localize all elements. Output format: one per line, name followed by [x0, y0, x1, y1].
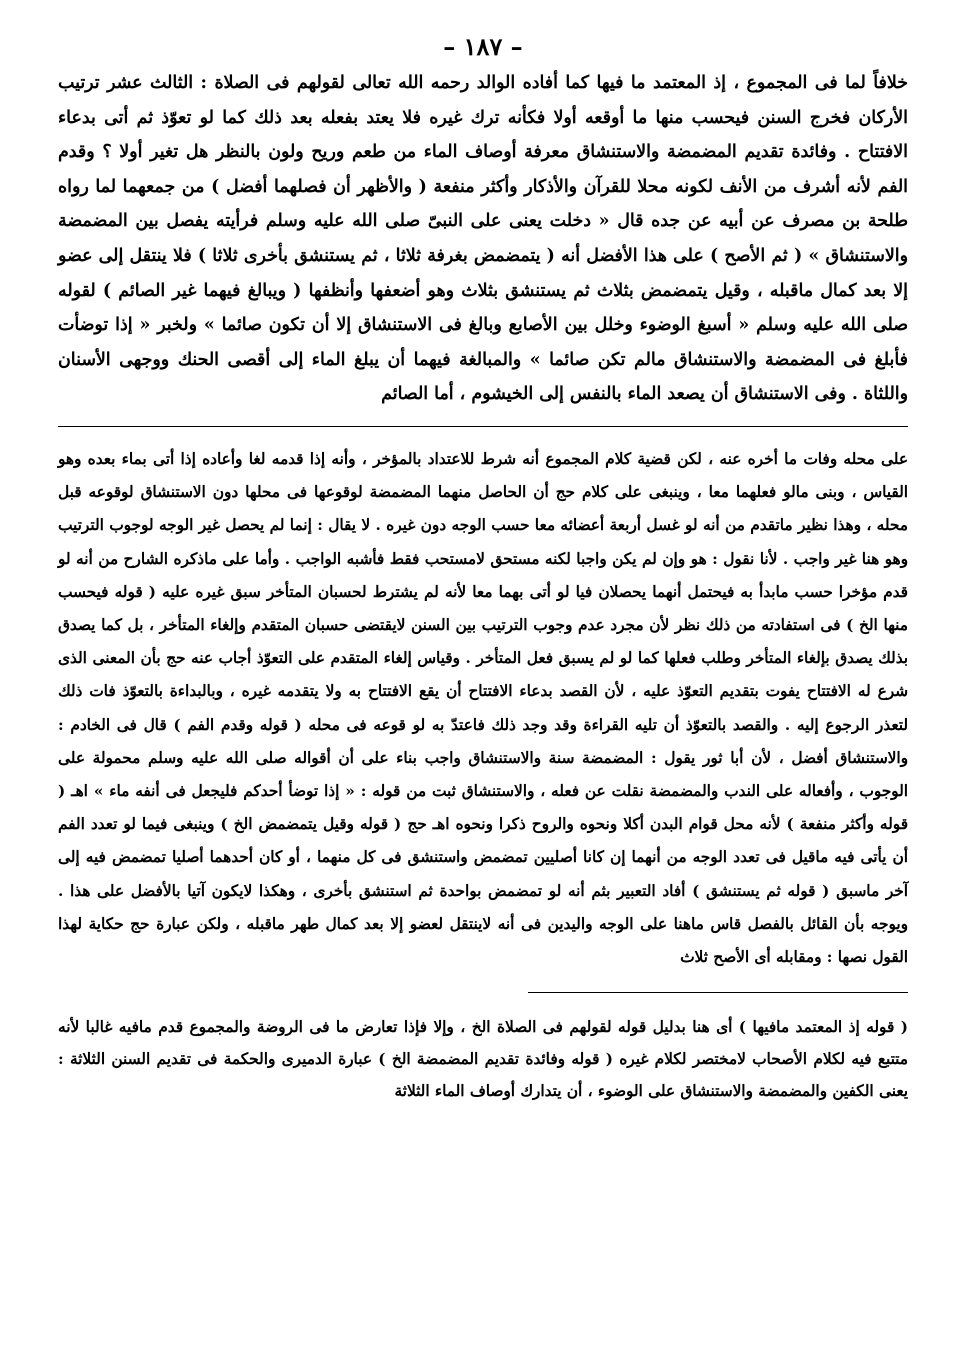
- footnote-divider: [528, 992, 908, 993]
- book-page: [58, 28, 908, 1107]
- main-text-paragraph: خلافاً لما فى المجموع ، إذ المعتمد ما فيها كما أفاده الوالد رحمه الله تعالى لقولهم فى الصلاة : الثالث عشر ترتيب الأركان فخرج السنن فيحسب منها ما أوقعه أولا فكأنه ترك غيره فلا يعتد بفعله بعد ذلك كما لو تعوّذ ثم أتى بدعاء الافتتاح . وفائدة تقديم المضمضة والاستنشاق معرفة أوصاف الماء من طعم وريح ولون بالنظر هل تغير أولا ؟ وقدم الفم لأنه أشرف من الأنف لكونه محلا للقرآن والأذكار وأكثر منفعة ( والأظهر أن فصلهما أفضل ) من جمعهما لما رواه طلحة بن مصرف عن أبيه عن جده قال « دخلت يعنى على النبىّ صلى الله عليه وسلم فرأيته يفصل بين المضمضة والاستنشاق » ( ثم الأصح ) على هذا الأفضل أنه ( يتمضمض بغرفة ثلاثا ، ثم يستنشق بأخرى ثلاثا ) فلا ينتقل إلى عضو إلا بعد كمال ماقبله ، وقيل يتمضمض بثلاث ثم يستنشق بثلاث وهو أضعفها وأنظفها ( ويبالغ فيهما غير الصائم ) لقوله صلى الله عليه وسلم « أسبغ الوضوء وخلل بين الأصابع وبالغ فى الاستنشاق إلا أن تكون صائما » ولخبر « إذا توضأت فأبلغ فى المضمضة والاستنشاق مالم تكن صائما » والمبالغة فيهما أن يبلغ الماء إلى أقصى الحنك ووجهى الأسنان واللثاة . وفى الاستنشاق أن يصعد الماء بالنفس إلى الخيشوم ، أما الصائم: [58, 73, 908, 405]
- main-text-divider: [58, 426, 908, 427]
- page-number: – ١٨٧ –: [443, 32, 523, 61]
- main-text: [58, 66, 908, 412]
- footnotes-text: [58, 1011, 908, 1107]
- footnote-paragraph: ( قوله إذ المعتمد مافيها ) أى هنا بدليل قوله لقولهم فى الصلاة الخ ، وإلا فإذا تعارض ما فى الروضة والمجموع قدم مافيه غالبا لأنه متتبع فيه لكلام الأصحاب لامختصر لكلام غيره ( قوله وفائدة تقديم المضمضة الخ ) عبارة الدميرى والحكمة فى تقديم السنن الثلاثة : يعنى الكفين والمضمضة والاستنشاق على الوضوء ، أن يتدارك أوصاف الماء الثلاثة: [58, 1018, 908, 1101]
- commentary-paragraph: على محله وفات ما أخره عنه ، لكن قضية كلام المجموع أنه شرط للاعتداد بالمؤخر ، وأنه إذا قدمه لغا وأعاده إذا أتى بماء بعده وهو القياس ، وبنى مالو فعلهما معا ، وينبغى على كلام حج أن الحاصل منهما المضمضة لوقوعها فى محلها دون الاستنشاق لوقوعه قبل محله ، وهذا نظير ماتقدم من أنه لو غسل أربعة أعضائه معا حسب الوجه دون غيره . لا يقال : إنما لم يحصل غير الوجه لوجوب الترتيب وهو هنا غير واجب . لأنا نقول : هو وإن لم يكن واجبا لكنه مستحق لامستحب فقط فأشبه الواجب . وأما على ماذكره الشارح من أنه لو قدم مؤخرا حسب مابدأ به فيحتمل أنهما يحصلان فيا لو أتى بهما معا لأنه لم يشترط لحسبان المتأخر سبق غيره عليه ( قوله فيحسب منها الخ ) فى استفادته من ذلك نظر لأن مجرد عدم وجوب الترتيب بين السنن لايقتضى حسبان المتقدم وإلغاء المتأخر ، بل كما يصدق بذلك يصدق بإلغاء المتأخر وطلب فعلها كما لو لم يسبق فعل المتأخر . وقياس إلغاء المتقدم على التعوّذ أجاب عنه حج بأن المعنى الذى شرع له الافتتاح يفوت بتقديم التعوّذ عليه ، لأن القصد بدعاء الافتتاح أن يقع الافتتاح به ولا يتقدمه غيره ، وبالبداءة بالتعوّذ فات ذلك لتعذر الرجوع إليه . والقصد بالتعوّذ أن تليه القراءة وقد وجد ذلك فاعتدّ به لو قوعه فى محله ( قوله وقدم الفم ) قال فى الخادم : والاستنشاق أفضل ، لأن أبا ثور يقول : المضمضة سنة والاستنشاق واجب بناء على أن أقواله صلى الله عليه وسلم محمولة على الوجوب ، وأفعاله على الندب والمضمضة نقلت عن فعله ، والاستنشاق ثبت من قوله : « إذا توضأ أحدكم فليجعل فى أنفه ماء » اهـ ( قوله وأكثر منفعة ) لأنه محل قوام البدن أكلا ونحوه والروح ذكرا ونحوه اهـ حج ( قوله وقيل يتمضمض الخ ) وينبغى فيما لو تعدد الفم أن يأتى فيه ماقيل فى تعدد الوجه من أنهما إن كانا أصليين تمضمض واستنشق فى كل منهما ، أو كان أحدهما أصليا تمضمض فيه إلى آخر ماسبق ( قوله ثم يستنشق ) أفاد التعبير بثم أنه لو تمضمض بواحدة ثم استنشق بأخرى ، وهكذا لايكون آتيا بالأفضل على هذا . ويوجه بأن القائل بالفصل قاس ماهنا على الوجه واليدين فى أنه لاينتقل لعضو إلا بعد كمال طهر ماقبله ، ولكن عبارة حج حكاية لهذا القول نصها : ومقابله أى الأصح ثلاث: [58, 449, 908, 966]
- commentary-text: [58, 443, 908, 974]
